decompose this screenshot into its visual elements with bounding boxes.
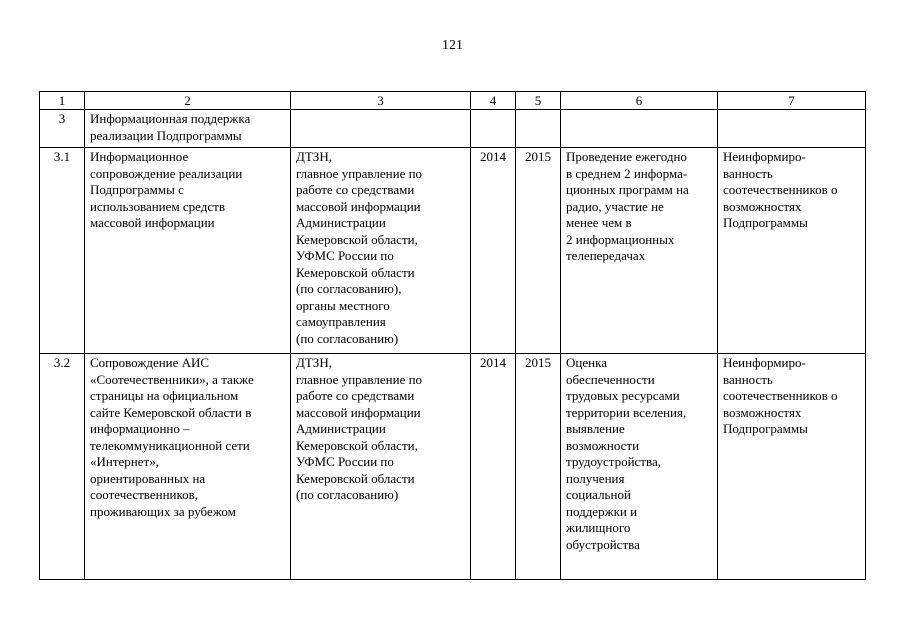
row-id-cell: 3.2 bbox=[40, 354, 85, 580]
cell-text-line: ционных программ на bbox=[566, 182, 689, 197]
cell-text-line: реализации Подпрограммы bbox=[90, 127, 242, 143]
measure-name-cell bbox=[85, 354, 291, 580]
cell-text-line: радио, участие не bbox=[566, 198, 664, 214]
executor-cell bbox=[291, 148, 471, 354]
cell-text-line: проживающих за рубежом bbox=[90, 503, 236, 519]
cell-text-line: Неинформиро- bbox=[723, 355, 806, 370]
cell-text-line: сопровождение реализации bbox=[90, 165, 243, 181]
column-header: 7 bbox=[718, 92, 866, 110]
cell-text-line: обустройства bbox=[566, 536, 640, 552]
cell-text-line: Информационное bbox=[90, 149, 189, 164]
expected-result-cell bbox=[561, 148, 718, 354]
cell-text-line: возможностях bbox=[723, 198, 802, 214]
end-year-cell: 2015 bbox=[516, 148, 561, 354]
cell-text-line: соотечественников о bbox=[723, 388, 838, 403]
cell-text-line: соотечественников, bbox=[90, 487, 199, 502]
cell-text-line: работе со средствами bbox=[296, 388, 415, 403]
measure-name-cell bbox=[85, 148, 291, 354]
program-table bbox=[39, 91, 866, 580]
cell-text-line: Сопровождение АИС bbox=[90, 355, 210, 370]
cell-text-line: телекоммуникационной сети bbox=[90, 437, 250, 453]
cell-text-line: обеспеченности bbox=[566, 371, 655, 387]
table-row bbox=[40, 110, 866, 148]
end-year-cell: 2015 bbox=[516, 354, 561, 580]
cell-text-line: трудоустройства, bbox=[566, 454, 661, 469]
table-row bbox=[40, 354, 866, 580]
end-year-cell bbox=[516, 110, 561, 148]
cell-text-line: Проведение ежегодно bbox=[566, 149, 687, 164]
cell-text-line: информационно – bbox=[90, 421, 190, 436]
cell-text-line: менее чем в bbox=[566, 215, 632, 230]
cell-text-line: возможности bbox=[566, 437, 640, 453]
column-header: 1 bbox=[40, 92, 85, 110]
cell-text-line: использованием средств bbox=[90, 198, 225, 214]
cell-text-line: телепередачах bbox=[566, 248, 646, 263]
cell-text-line: самоуправления bbox=[296, 314, 386, 329]
cell-text-line: сайте Кемеровской области в bbox=[90, 404, 252, 420]
executor-cell bbox=[291, 354, 471, 580]
cell-text-line: массовой информации bbox=[296, 198, 421, 214]
cell-text-line: социальной bbox=[566, 487, 631, 502]
cell-text-line: трудовых ресурсами bbox=[566, 388, 680, 403]
cell-text-line: (по согласованию), bbox=[296, 281, 402, 296]
cell-text-line: ванность bbox=[723, 371, 773, 387]
cell-text-line: ДТЗН, bbox=[296, 149, 332, 164]
table-row bbox=[40, 148, 866, 354]
cell-text-line: УФМС России по bbox=[296, 454, 394, 469]
column-header: 2 bbox=[85, 92, 291, 110]
column-header: 6 bbox=[561, 92, 718, 110]
cell-text-line: Администрации bbox=[296, 421, 386, 436]
cell-text-line: в среднем 2 информа- bbox=[566, 165, 688, 181]
cell-text-line: Подпрограммы bbox=[723, 215, 808, 230]
cell-text-line: главное управление по bbox=[296, 165, 423, 181]
cell-text-line: Кемеровской области bbox=[296, 264, 415, 280]
table-body bbox=[40, 110, 866, 580]
start-year-cell: 2014 bbox=[471, 354, 516, 580]
cell-text-line: Информационная поддержка bbox=[90, 111, 251, 126]
expected-result-cell bbox=[561, 110, 718, 148]
cell-text-line: Оценка bbox=[566, 355, 607, 370]
cell-text-line: Неинформиро- bbox=[723, 149, 806, 164]
cell-text-line: УФМС России по bbox=[296, 248, 394, 263]
cell-text-line: массовой информации bbox=[296, 404, 421, 420]
page-number: 121 bbox=[442, 38, 463, 53]
executor-cell bbox=[291, 110, 471, 148]
consequence-cell bbox=[718, 110, 866, 148]
cell-text-line: Кемеровской области, bbox=[296, 231, 418, 247]
cell-text-line: страницы на официальном bbox=[90, 388, 239, 403]
cell-text-line: ванность bbox=[723, 165, 773, 181]
cell-text-line: выявление bbox=[566, 421, 625, 436]
cell-text-line: Подпрограммы bbox=[723, 421, 808, 436]
measure-name-cell bbox=[85, 110, 291, 148]
consequence-cell bbox=[718, 354, 866, 580]
cell-text-line: поддержки и bbox=[566, 503, 638, 519]
cell-text-line: территории вселения, bbox=[566, 404, 687, 420]
cell-text-line: возможностях bbox=[723, 404, 802, 420]
expected-result-cell bbox=[561, 354, 718, 580]
cell-text-line: органы местного bbox=[296, 297, 390, 313]
cell-text-line: соотечественников о bbox=[723, 182, 838, 197]
column-header: 4 bbox=[471, 92, 516, 110]
start-year-cell bbox=[471, 110, 516, 148]
cell-text-line: «Соотечественники», а также bbox=[90, 371, 254, 387]
column-number-row bbox=[40, 92, 866, 110]
cell-text-line: 2 информационных bbox=[566, 231, 675, 247]
cell-text-line: работе со средствами bbox=[296, 182, 415, 197]
cell-text-line: Администрации bbox=[296, 215, 386, 230]
row-id-cell: 3 bbox=[40, 110, 85, 148]
cell-text-line: массовой информации bbox=[90, 215, 215, 230]
row-id-cell: 3.1 bbox=[40, 148, 85, 354]
cell-text-line: ДТЗН, bbox=[296, 355, 332, 370]
cell-text-line: получения bbox=[566, 470, 625, 486]
cell-text-line: «Интернет», bbox=[90, 454, 159, 469]
cell-text-line: Кемеровской области, bbox=[296, 437, 418, 453]
column-header: 5 bbox=[516, 92, 561, 110]
cell-text-line: Подпрограммы с bbox=[90, 182, 184, 197]
cell-text-line: (по согласованию) bbox=[296, 330, 399, 346]
consequence-cell bbox=[718, 148, 866, 354]
cell-text-line: ориентированных на bbox=[90, 470, 206, 486]
cell-text-line: жилищного bbox=[566, 520, 631, 535]
cell-text-line: главное управление по bbox=[296, 371, 423, 387]
cell-text-line: (по согласованию) bbox=[296, 487, 399, 502]
cell-text-line: Кемеровской области bbox=[296, 470, 415, 486]
start-year-cell: 2014 bbox=[471, 148, 516, 354]
column-header: 3 bbox=[291, 92, 471, 110]
